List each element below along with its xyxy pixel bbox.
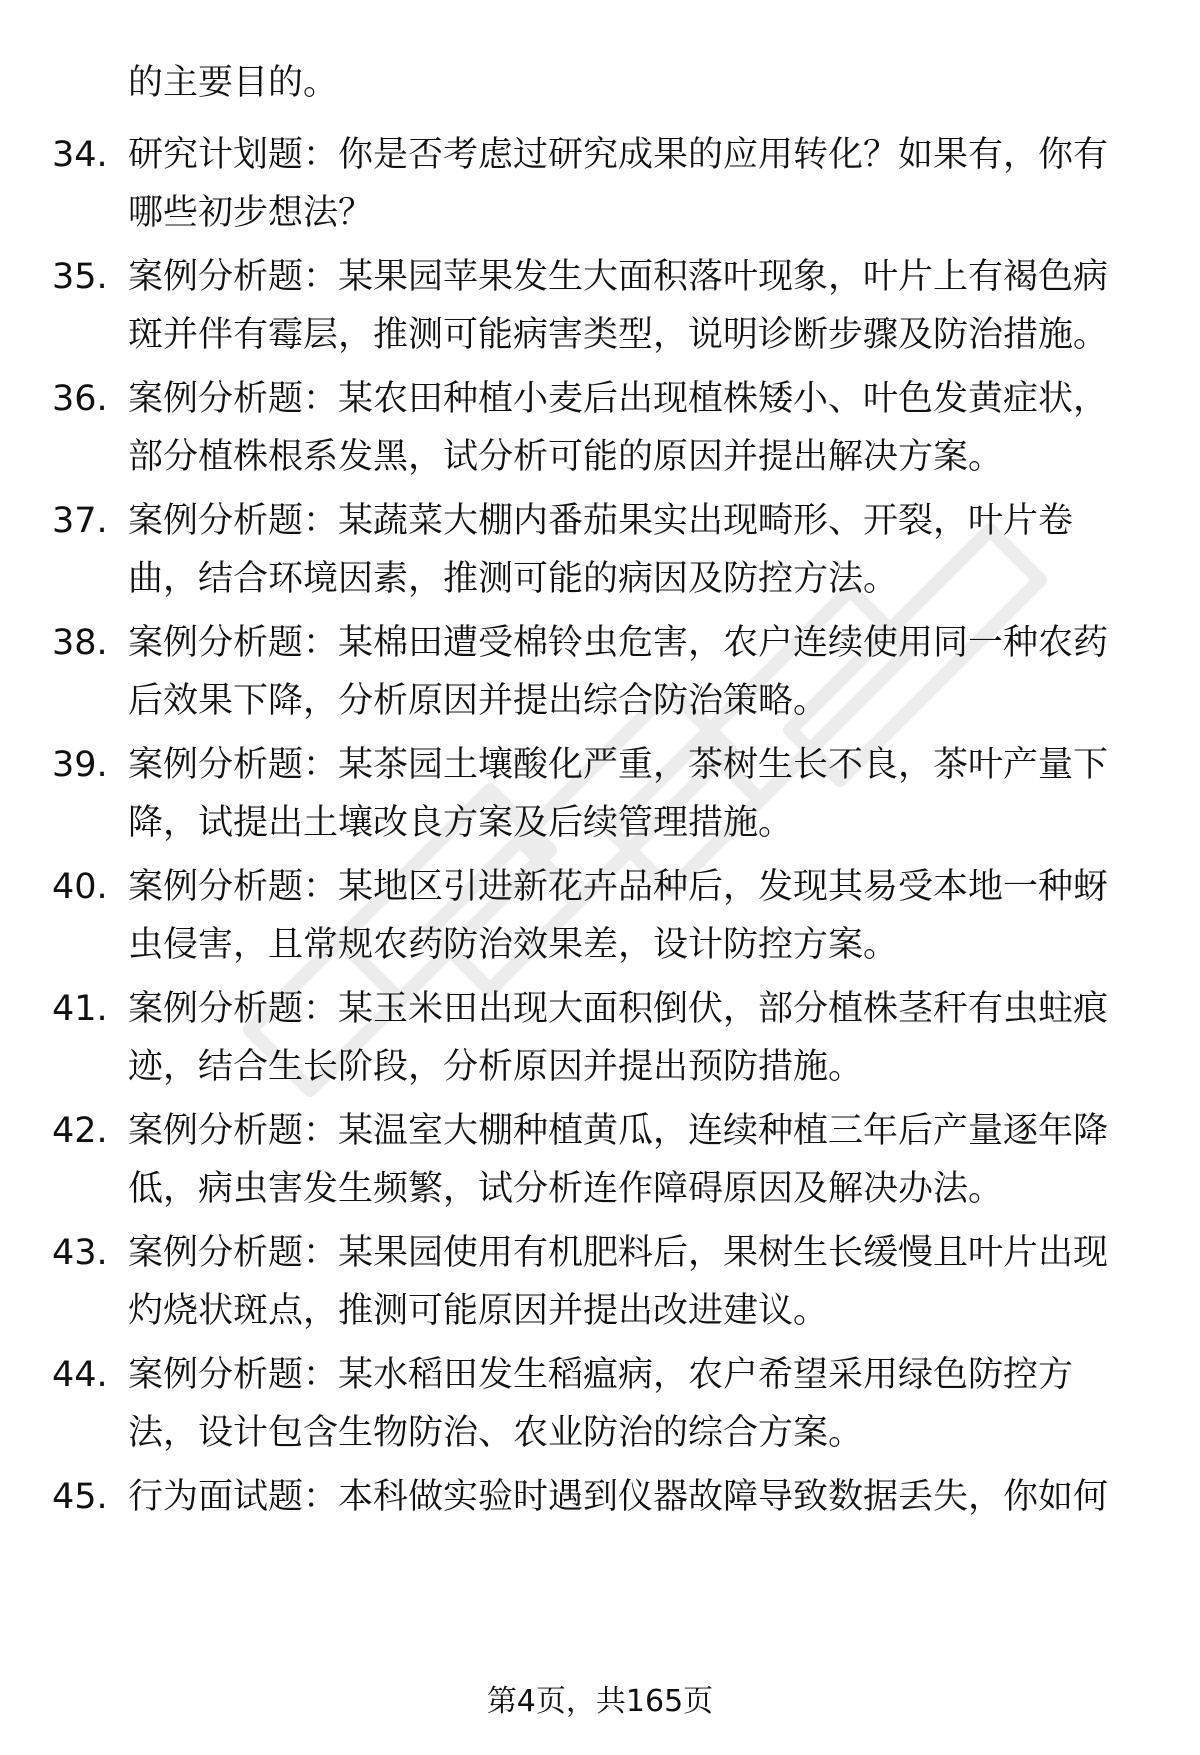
question-text-line: 降，试提出土壤改良方案及后续管理措施。	[128, 803, 794, 843]
question-number: 36.	[52, 379, 108, 419]
question-number: 37.	[52, 501, 108, 541]
page-footer: 第4页，共165页	[486, 1684, 714, 1719]
question-text-line: 案例分析题：某温室大棚种植黄瓜，连续种植三年后产量逐年降	[128, 1111, 1109, 1151]
continuation-text: 的主要目的。	[128, 63, 339, 103]
question-text-line: 法，设计包含生物防治、农业防治的综合方案。	[128, 1413, 864, 1453]
question-number: 38.	[52, 623, 108, 663]
question-text-line: 迹，结合生长阶段，分析原因并提出预防措施。	[128, 1047, 864, 1087]
question-number: 40.	[52, 867, 108, 907]
question-number: 44.	[52, 1355, 108, 1395]
question-text-line: 低，病虫害发生频繁，试分析连作障碍原因及解决办法。	[128, 1169, 1004, 1209]
question-text-line: 灼烧状斑点，推测可能原因并提出改进建议。	[128, 1291, 829, 1331]
question-text-line: 案例分析题：某蔬菜大棚内番茄果实出现畸形、开裂，叶片卷	[128, 501, 1074, 541]
question-text-line: 曲，结合环境因素，推测可能的病因及防控方法。	[128, 559, 899, 599]
question-text-line: 哪些初步想法？	[128, 193, 374, 233]
question-text-line: 行为面试题：本科做实验时遇到仪器故障导致数据丢失，你如何	[128, 1477, 1109, 1517]
question-number: 41.	[52, 989, 108, 1029]
question-number: 42.	[52, 1111, 108, 1151]
question-text-line: 虫侵害，且常规农药防治效果差，设计防控方案。	[128, 925, 899, 965]
question-number: 39.	[52, 745, 108, 785]
question-text-line: 案例分析题：某棉田遭受棉铃虫危害，农户连续使用同一种农药	[128, 623, 1109, 663]
question-text-line: 案例分析题：某农田种植小麦后出现植株矮小、叶色发黄症状，	[128, 379, 1109, 419]
question-text-line: 案例分析题：某果园苹果发生大面积落叶现象，叶片上有褐色病	[128, 257, 1109, 297]
question-number: 35.	[52, 257, 108, 297]
question-number: 45.	[52, 1477, 108, 1517]
question-text-line: 后效果下降，分析原因并提出综合防治策略。	[128, 681, 829, 721]
question-text-line: 研究计划题：你是否考虑过研究成果的应用转化？如果有，你有	[128, 135, 1109, 175]
question-text-line: 案例分析题：某玉米田出现大面积倒伏，部分植株茎秆有虫蛀痕	[128, 989, 1109, 1029]
question-number: 43.	[52, 1233, 108, 1273]
question-text-line: 案例分析题：某水稻田发生稻瘟病，农户希望采用绿色防控方	[128, 1355, 1074, 1395]
question-number: 34.	[52, 135, 108, 175]
question-text-line: 案例分析题：某茶园土壤酸化严重，茶树生长不良，茶叶产量下	[128, 745, 1109, 785]
question-text-line: 部分植株根系发黑，试分析可能的原因并提出解决方案。	[128, 437, 1004, 477]
question-text-line: 斑并伴有霉层，推测可能病害类型，说明诊断步骤及防治措施。	[128, 315, 1109, 355]
question-text-line: 案例分析题：某地区引进新花卉品种后，发现其易受本地一种蚜	[128, 867, 1109, 907]
question-text-line: 案例分析题：某果园使用有机肥料后，果树生长缓慢且叶片出现	[128, 1233, 1109, 1273]
